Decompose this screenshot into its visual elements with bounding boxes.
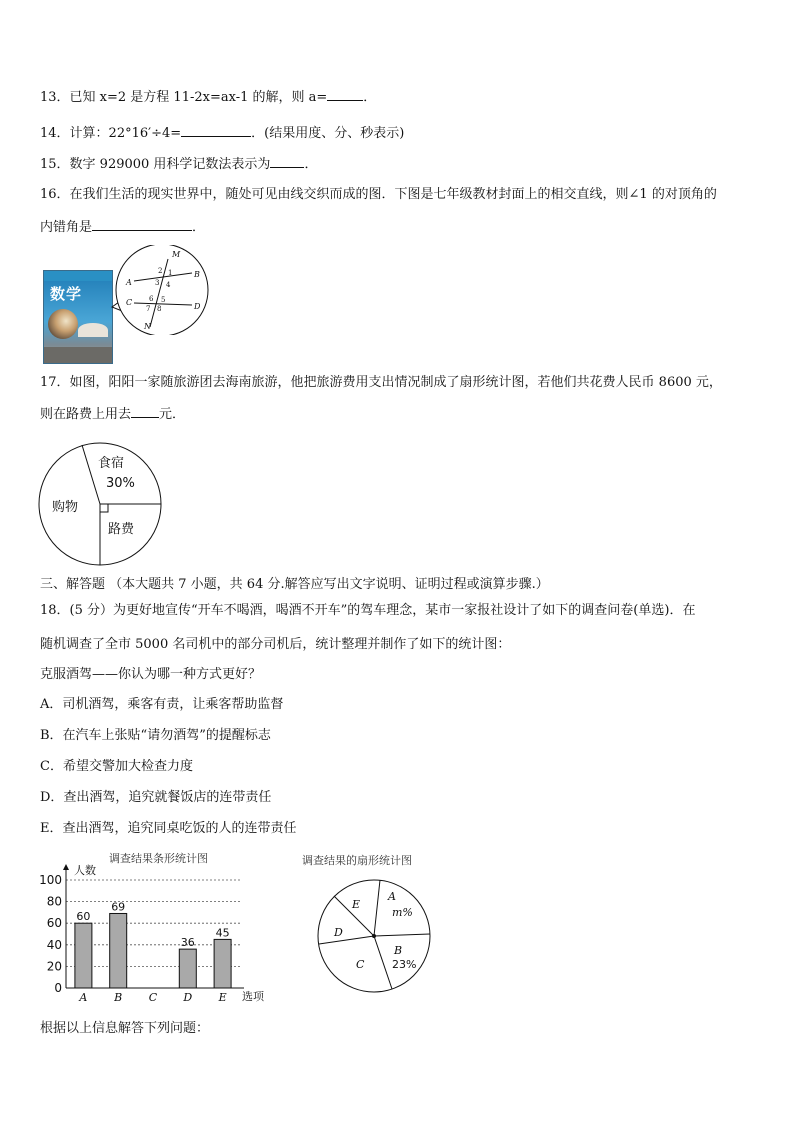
survey-bar-chart [34,848,284,1008]
slice-pct-lodging: 30% [106,476,135,491]
bar-value-label: 36 [180,936,195,950]
cover-ground [44,347,112,363]
option-c: C．希望交警加大检查力度 [40,759,193,774]
x-tick-label: C [148,991,158,1004]
label-n: N [144,322,151,331]
y-axis-arrow [63,864,69,870]
question-18-line1: 18．(5 分）为更好地宣传“开车不喝酒，喝酒不开车”的驾车理念，某市一家报社设计了如下的调查问卷(单选)．在 [40,603,696,618]
option-b: B．在汽车上张贴“请勿酒驾”的提醒标志 [40,728,271,743]
x-tick-label: A [79,991,88,1004]
option-d: D．查出酒驾，追究就餐饭店的连带责任 [40,790,272,805]
option-a: A．司机酒驾，乘客有责，让乘客帮助监督 [40,697,284,712]
angle-7: 7 [146,305,151,313]
angle-3: 3 [155,279,160,287]
bar-b [110,913,127,988]
slice-label-b: B [394,944,403,957]
option-e: E．查出酒驾，追究同桌吃饭的人的连带责任 [40,821,297,836]
bar-value-label: 45 [215,926,230,940]
angle-1: 1 [168,269,173,277]
question-17-end: 元． [159,407,186,422]
label-c: C [126,298,133,307]
answer-blank [131,405,159,418]
slice-value-b: 23% [392,958,417,971]
label-m: M [172,250,181,259]
bar-d [179,949,196,988]
label-a: A [126,278,132,287]
x-tick-label: D [183,991,193,1004]
bar-value-label: 60 [76,910,91,924]
question-14-text: 14．计算：22°16′÷4= [40,126,182,141]
question-15-end: ． [304,157,318,172]
answer-blank [181,124,251,137]
y-tick-label: 80 [46,894,62,909]
angle-4: 4 [166,281,171,289]
y-tick-label: 60 [46,916,62,931]
bar-e [214,939,231,988]
question-15 [40,155,317,174]
question-16-end: ． [192,220,206,235]
y-tick-label: 100 [39,873,62,887]
question-16-line2 [40,218,205,237]
label-d: D [194,302,201,311]
slice-label-transport: 路费 [108,522,135,537]
bar-value-label: 69 [111,900,126,914]
bar-chart-title: 调查结果条形统计图 [109,852,208,865]
label-b: B [194,270,200,279]
x-tick-label: E [218,991,227,1004]
pie-chart-title: 调查结果的扇形统计图 [302,854,412,867]
question-17-line2 [40,405,185,424]
angle-8: 8 [157,305,162,313]
question-14 [40,124,404,143]
cover-title: 数学 [50,285,83,303]
pie-center [372,934,376,938]
question-15-text: 15．数字 929000 用科学记数法表示为 [40,157,271,172]
question-16-line1: 16．在我们生活的现实世界中，随处可见由线交织而成的图．下图是七年级教材封面上的相交直线，则∠1 的对顶角的 [40,187,717,202]
angle-2: 2 [158,267,163,275]
answer-blank [327,88,363,101]
answer-blank [270,155,304,168]
question-footer: 根据以上信息解答下列问题： [40,1021,210,1036]
question-16-text: 内错角是 [40,220,93,235]
question-17-line1: 17．如图，阳阳一家随旅游团去海南旅游，他把旅游费用支出情况制成了扇形统计图，若他们共花费人民币 8600 元， [40,375,722,390]
slice-label-lodging: 食宿 [98,456,125,471]
angle-6: 6 [149,295,154,303]
y-tick-label: 40 [46,937,62,952]
magnifier-circle [116,245,208,335]
y-axis-label: 人数 [74,864,96,877]
question-14-end: ．(结果用度、分、秒表示) [251,126,405,141]
travel-expense-pie [36,440,166,570]
slice-label-d: D [334,926,343,939]
y-tick-label: 20 [46,959,62,974]
x-axis-label: 选项 [242,990,264,1003]
section-3-heading: 三、解答题 （本大题共 7 小题，共 64 分.解答应写出文字说明、证明过程或演算步骤.） [40,577,549,592]
nautilus-shell-image [48,309,78,339]
slice-label-a: A [388,890,396,903]
question-18-line3: 克服酒驾——你认为哪一种方式更好？ [40,667,262,682]
intersecting-lines-figure [100,245,220,335]
angle-5: 5 [161,296,166,304]
question-13-text: 13．已知 x=2 是方程 11-2x=ax-1 的解，则 a= [40,90,328,105]
answer-blank [92,218,192,231]
slice-label-e: E [352,898,361,911]
bar-a [75,923,92,988]
question-18-line2: 随机调查了全市 5000 名司机中的部分司机后，统计整理并制作了如下的统计图： [40,637,511,652]
survey-pie-chart [296,850,446,1010]
question-13-end: ． [363,90,377,105]
x-tick-label: B [114,991,123,1004]
question-13 [40,88,376,107]
slice-label-shopping: 购物 [52,500,79,515]
slice-value-a: m% [392,906,413,919]
slice-label-c: C [356,958,365,971]
question-17-text: 则在路费上用去 [40,407,132,422]
y-tick-label: 0 [54,981,62,995]
